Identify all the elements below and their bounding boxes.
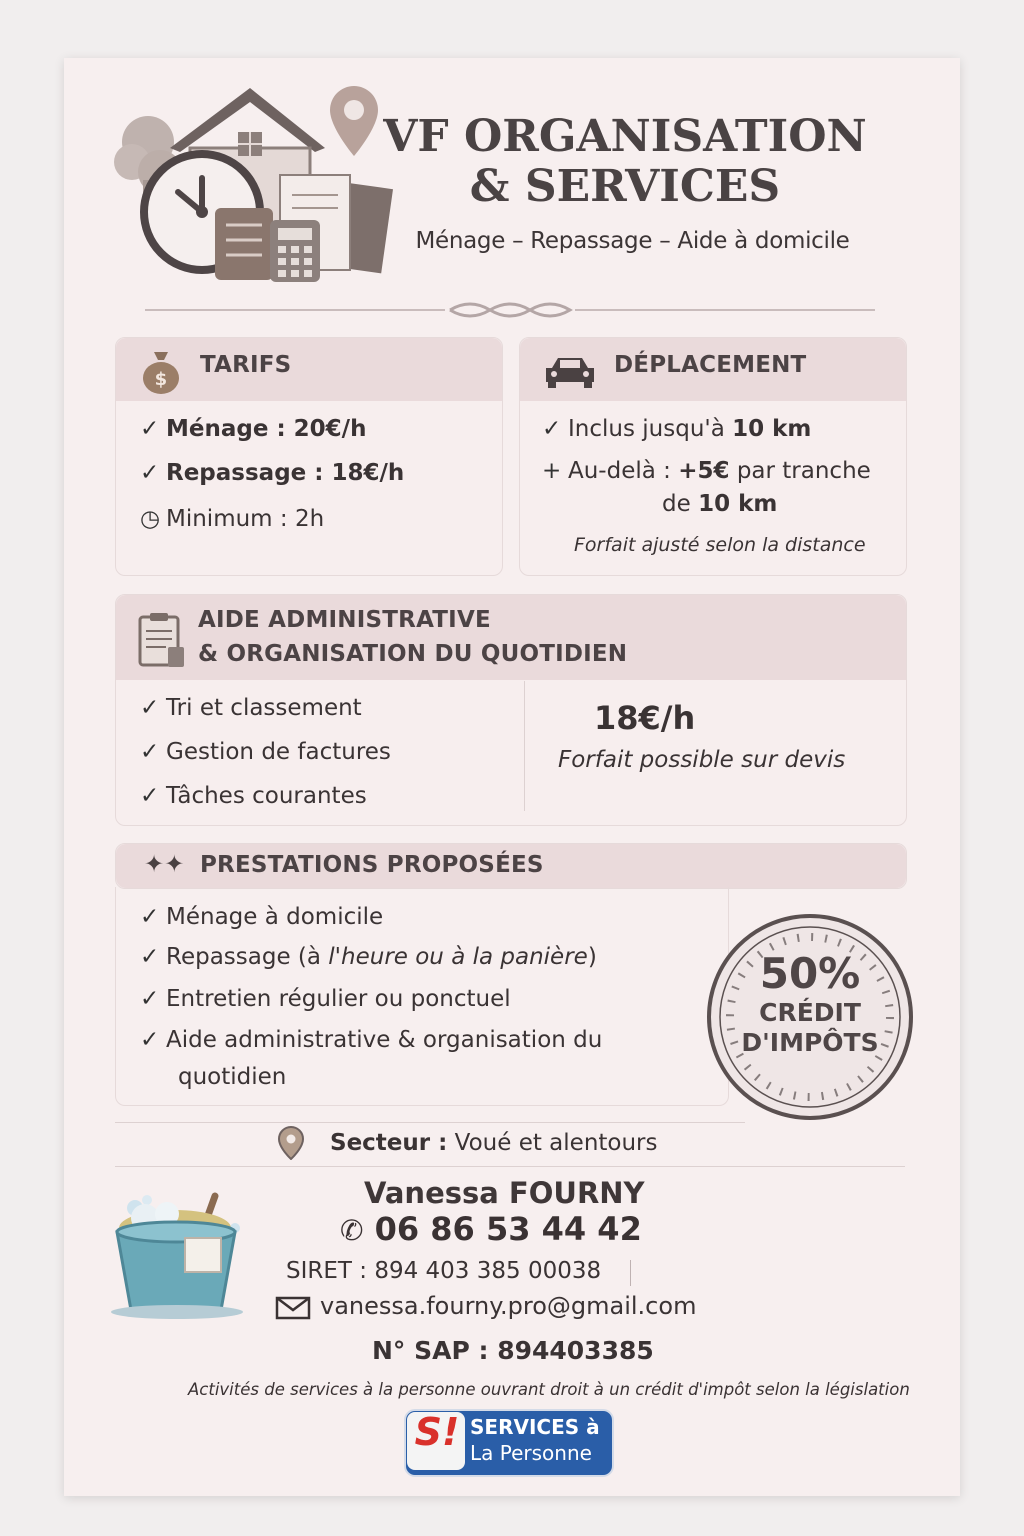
deplacement-box	[519, 337, 907, 576]
check-icon: ✓	[140, 695, 160, 721]
secteur: Secteur : Voué et alentours	[330, 1130, 658, 1156]
tarifs-box	[115, 337, 503, 576]
siret-separator	[630, 1260, 631, 1286]
check-icon: ✓	[140, 416, 160, 442]
prestations-header	[116, 844, 906, 888]
clock-icon: ◷	[140, 506, 161, 532]
tarifs-header	[116, 338, 502, 401]
check-icon: ✓	[140, 904, 160, 930]
admin-price: 18€/h	[594, 699, 696, 737]
stamp-text	[705, 950, 915, 1058]
tagline: Ménage – Repassage – Aide à domicile	[415, 228, 850, 254]
check-icon: ✓	[140, 944, 160, 970]
legal-note: Activités de services à la personne ouvrant droit à un crédit d'impôt selon la législation	[188, 1380, 910, 1399]
sap-logo-line-2: La Personne	[470, 1441, 592, 1465]
admin-column-divider	[524, 681, 525, 811]
admin-price-note: Forfait possible sur devis	[558, 747, 846, 773]
sap-logo-text	[470, 1414, 600, 1466]
svg-text:$: $	[154, 369, 168, 390]
tarifs-title: TARIFS	[200, 352, 292, 378]
admin-item: ✓ Gestion de factures	[140, 739, 391, 765]
title-line-1: VF ORGANISATION	[383, 111, 867, 162]
admin-title-line-1: AIDE ADMINISTRATIVE	[198, 607, 491, 633]
stamp-percent: 50%	[759, 949, 861, 998]
prestation-item: ✓ Aide administrative & organisation du	[140, 1027, 603, 1053]
admin-item: ✓ Tri et classement	[140, 695, 362, 721]
clipboard-icon	[136, 611, 186, 669]
prestations-title: PRESTATIONS PROPOSÉES	[200, 852, 544, 878]
sap-logo-line-1: SERVICES à	[470, 1415, 600, 1439]
deplacement-note: Forfait ajusté selon la distance	[574, 534, 866, 556]
tarif-menage: ✓ Ménage : 20€/h	[140, 416, 367, 442]
email-icon	[275, 1296, 311, 1320]
deplacement-title: DÉPLACEMENT	[614, 352, 807, 378]
plus-icon: +	[542, 458, 562, 484]
company-title	[360, 112, 890, 212]
contact-siret: SIRET : 894 403 385 00038	[286, 1258, 602, 1284]
sparkle-icon: ✦✦	[144, 850, 185, 878]
check-icon: ✓	[140, 739, 160, 765]
tarif-repassage: ✓ Repassage : 18€/h	[140, 460, 405, 486]
money-bag-icon	[140, 348, 182, 394]
sap-logo-mark: S!	[414, 1410, 460, 1454]
deplacement-audela: + Au-delà : +5€ par tranche	[542, 458, 871, 484]
cleaning-bucket-icon	[105, 1188, 250, 1320]
contact-name: Vanessa FOURNY	[364, 1176, 645, 1210]
divider	[115, 1166, 905, 1167]
check-icon: ✓	[140, 783, 160, 809]
check-icon: ✓	[140, 460, 160, 486]
prestations-header-bar	[115, 843, 907, 889]
stamp-line-1: CRÉDIT	[759, 998, 861, 1027]
contact-email[interactable]: vanessa.fourny.pro@gmail.com	[320, 1292, 697, 1320]
check-icon: ✓	[140, 986, 160, 1012]
admin-title-line-2: & ORGANISATION DU QUOTIDIEN	[198, 641, 628, 667]
check-icon: ✓	[542, 416, 562, 442]
prestation-item: ✓ Repassage (à l'heure ou à la panière)	[140, 944, 597, 970]
check-icon: ✓	[140, 1027, 160, 1053]
stamp-line-2: D'IMPÔTS	[741, 1028, 879, 1057]
home-clock-logo-icon	[110, 80, 395, 285]
admin-box	[115, 594, 907, 826]
car-icon	[542, 354, 598, 390]
deplacement-audela-line2: de 10 km	[662, 491, 778, 517]
contact-phone[interactable]: ✆ 06 86 53 44 42	[340, 1210, 642, 1248]
phone-icon: ✆	[340, 1214, 364, 1247]
location-pin-icon	[278, 1126, 304, 1160]
contact-sap: N° SAP : 894403385	[372, 1336, 654, 1365]
prestation-item: ✓ Ménage à domicile	[140, 904, 384, 930]
tarif-minimum: ◷ Minimum : 2h	[140, 506, 325, 532]
prestation-item-continued: quotidien	[178, 1064, 287, 1090]
admin-item: ✓ Tâches courantes	[140, 783, 367, 809]
title-line-2: & SERVICES	[469, 161, 781, 212]
prestation-item: ✓ Entretien régulier ou ponctuel	[140, 986, 511, 1012]
deplacement-header	[520, 338, 906, 401]
admin-header	[116, 595, 906, 680]
ornament-divider-icon	[145, 296, 875, 324]
divider	[115, 1122, 745, 1123]
deplacement-inclus: ✓ Inclus jusqu'à 10 km	[542, 416, 812, 442]
